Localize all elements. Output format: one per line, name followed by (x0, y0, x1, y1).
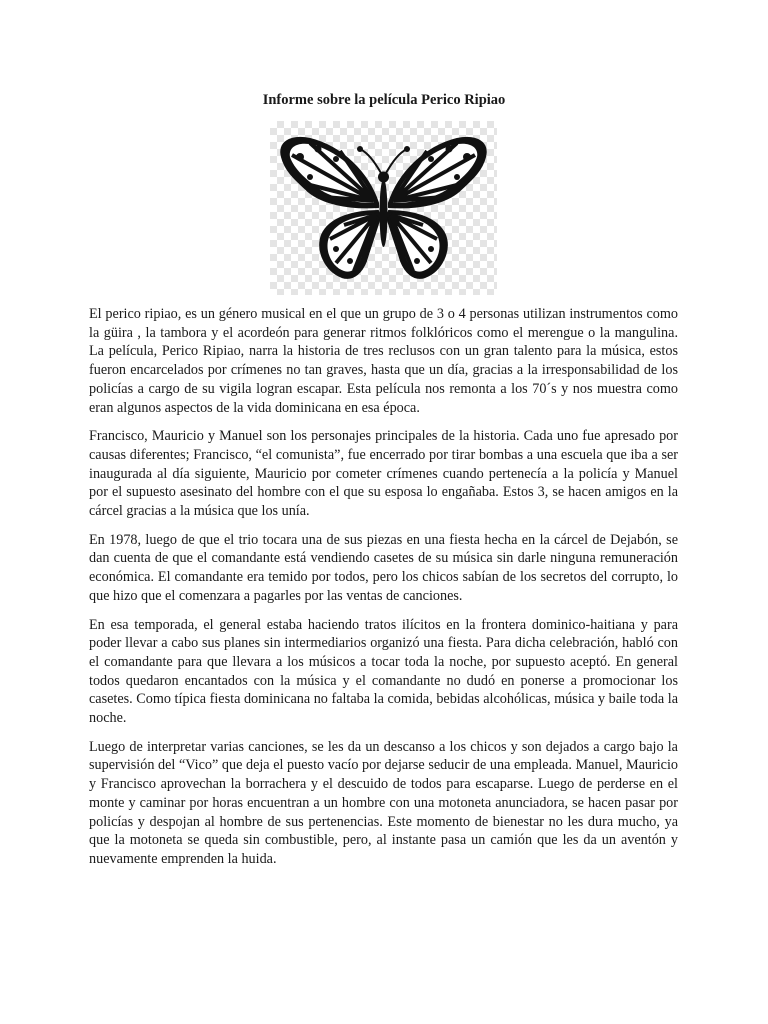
paragraph: En 1978, luego de que el trio tocara una de sus piezas en una fiesta hecha en la cárcel de Dejabón, se dan cuenta de que el comandante está vendiendo casetes de su música sin darle ninguna remuneración económica. El comandante era temido por todos, pero los chicos sabían de los secretos del corrupto, lo que hizo que el comenzara a pagarles por las ventas de canciones. (89, 531, 678, 604)
butterfly-icon (270, 121, 497, 295)
paragraph: Luego de interpretar varias canciones, se les da un descanso a los chicos y son dejados a cargo bajo la supervisión del “Vico” que deja el puesto vacío por dejarse seducir de una empleada. Manuel, Mauricio y Francisco aprovechan la borrachera y el descuido de todos para escaparse. Luego de perderse en el monte y caminar por horas encuentran a un hombre con una motoneta anunciadora, se hacen pasar por policías y despojan al hombre de sus pertenencias. Este momento de bienestar no les dura mucho, ya que la motoneta se queda sin combustible, pero, al instante pasa un camión que les da un aventón y nuevamente emprenden la huida. (89, 738, 678, 867)
paragraph: En esa temporada, el general estaba haciendo tratos ilícitos en la frontera dominico-haitiana y para poder llevar a cabo sus planes sin intermediarios organizó una fiesta. Para dicha celebración, habló con el comandante para que llevara a los músicos a tocar toda la noche, por supuesto aceptó. En general todos quedaron encantados con la música y el comandante no dudó en ponerse a promocionar los casetes. Como típica fiesta dominicana no faltaba la comida, bebidas alcohólicas, música y baile toda la noche. (89, 616, 678, 727)
paragraph: El perico ripiao, es un género musical en el que un grupo de 3 o 4 personas utilizan instrumentos como la güira , la tambora y el acordeón para generar ritmos folklóricos como el merengue o la mangulina. La película, Perico Ripiao, narra la historia de tres reclusos con un gran talento para la música, estos fueron encarcelados por crímenes no tan graves, hasta que un día, gracias a la irresponsabilidad de los policías a cargo de su vigila logran escapar. Esta película nos remonta a los 70´s y nos muestra como eran algunos aspectos de la vida dominicana en esa época. (89, 306, 678, 416)
document-title: Informe sobre la película Perico Ripiao (262, 92, 506, 108)
document-body (89, 305, 678, 879)
paragraph: Francisco, Mauricio y Manuel son los personajes principales de la historia. Cada uno fue apresado por causas diferentes; Francisco, “el comunista”, fue encerrado por tirar bombas a una escuela que iba a ser inaugurada al día siguiente, Mauricio por cometer crímenes cuando pertenecía a la policía y Manuel por el supuesto asesinato del hombre con el que su esposa lo engañaba. Estos 3, se hacen amigos en la cárcel gracias a la música que los unía. (89, 428, 678, 520)
butterfly-illustration (270, 121, 497, 295)
